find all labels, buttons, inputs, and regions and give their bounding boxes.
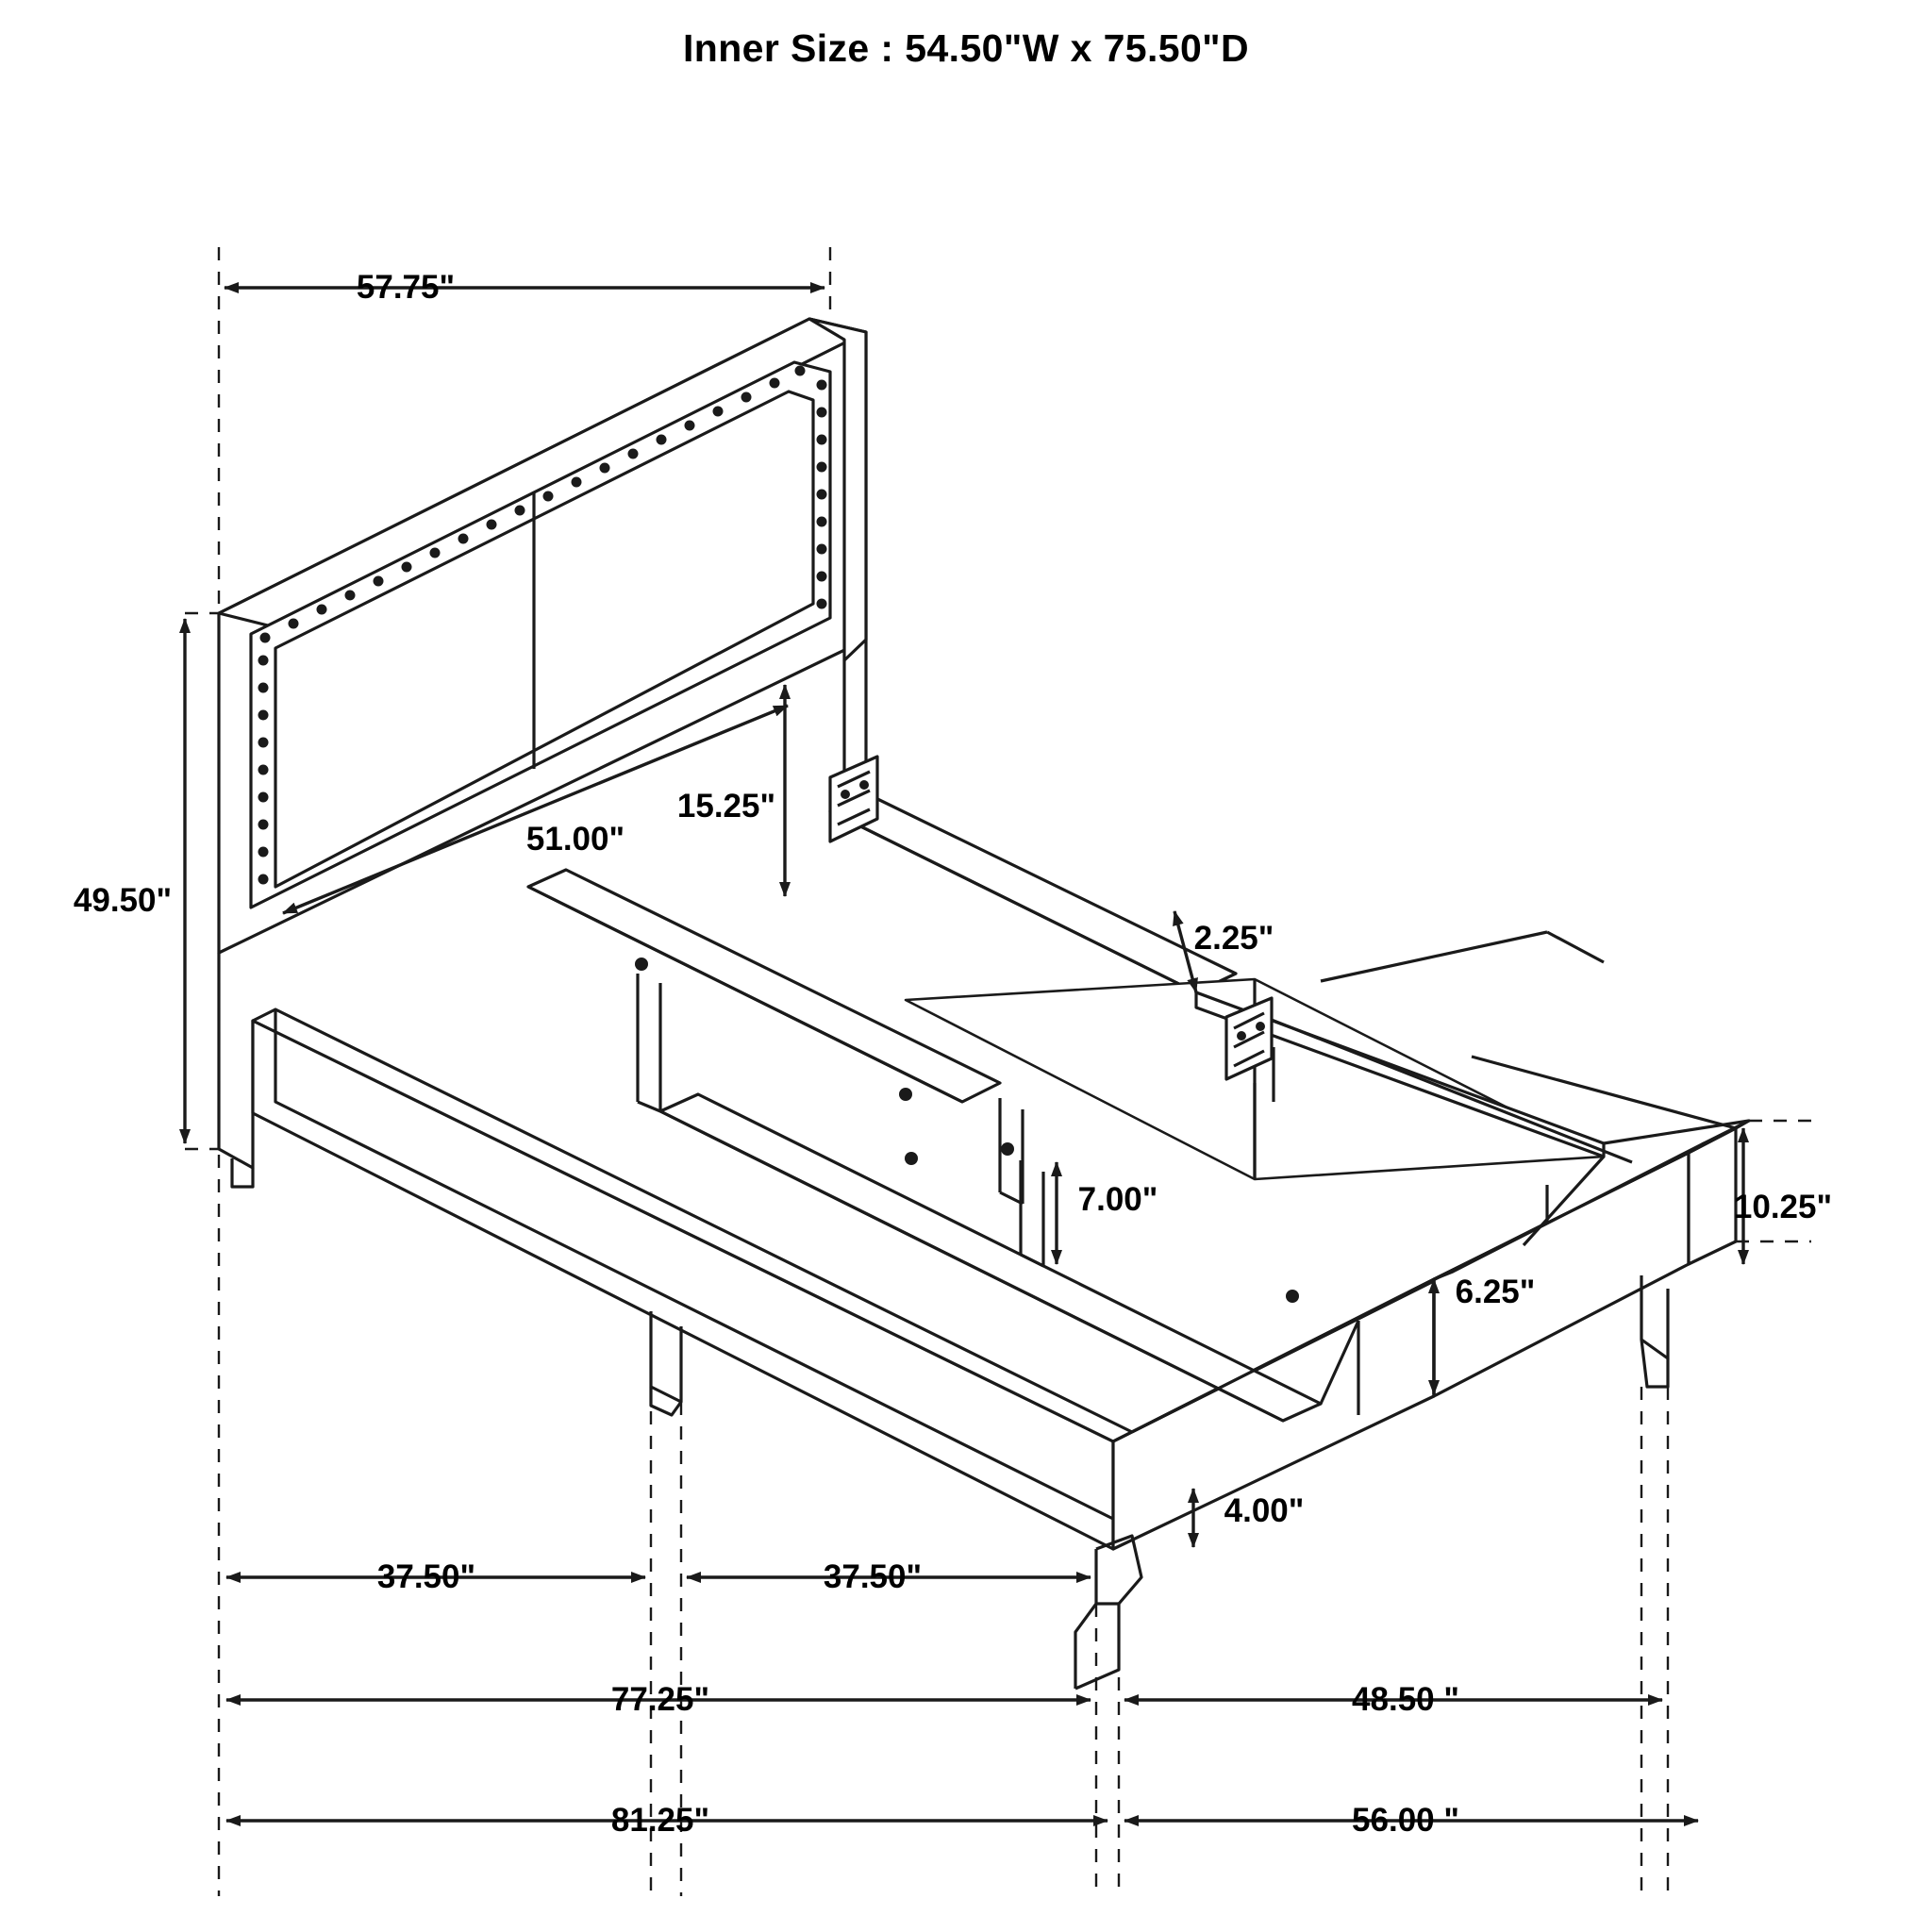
dimension-label: 7.00" [1077, 1181, 1158, 1218]
dimension-label: 48.50 " [1352, 1681, 1459, 1718]
dimension-label: 51.00" [525, 821, 625, 858]
dimension-label: 6.25" [1455, 1274, 1536, 1310]
dimension-label: 77.25" [610, 1681, 710, 1718]
page-title: Inner Size : 54.50"W x 75.50"D [682, 26, 1250, 70]
dimension-label: 57.75" [356, 269, 456, 306]
dimension-label: 4.00" [1224, 1492, 1305, 1529]
extension-lines [185, 247, 1811, 1896]
bed-geometry [219, 319, 1749, 1689]
dimension-label: 37.50" [823, 1558, 923, 1595]
dimension-label: 15.25" [676, 788, 776, 824]
dimension-label: 10.25" [1733, 1189, 1833, 1225]
dimension-label: 81.25" [610, 1802, 710, 1839]
dimension-label: 2.25" [1193, 920, 1274, 957]
dimension-label: 37.50" [376, 1558, 476, 1595]
dimension-label: 56.00 " [1352, 1802, 1459, 1839]
dimension-label: 49.50" [73, 882, 173, 919]
